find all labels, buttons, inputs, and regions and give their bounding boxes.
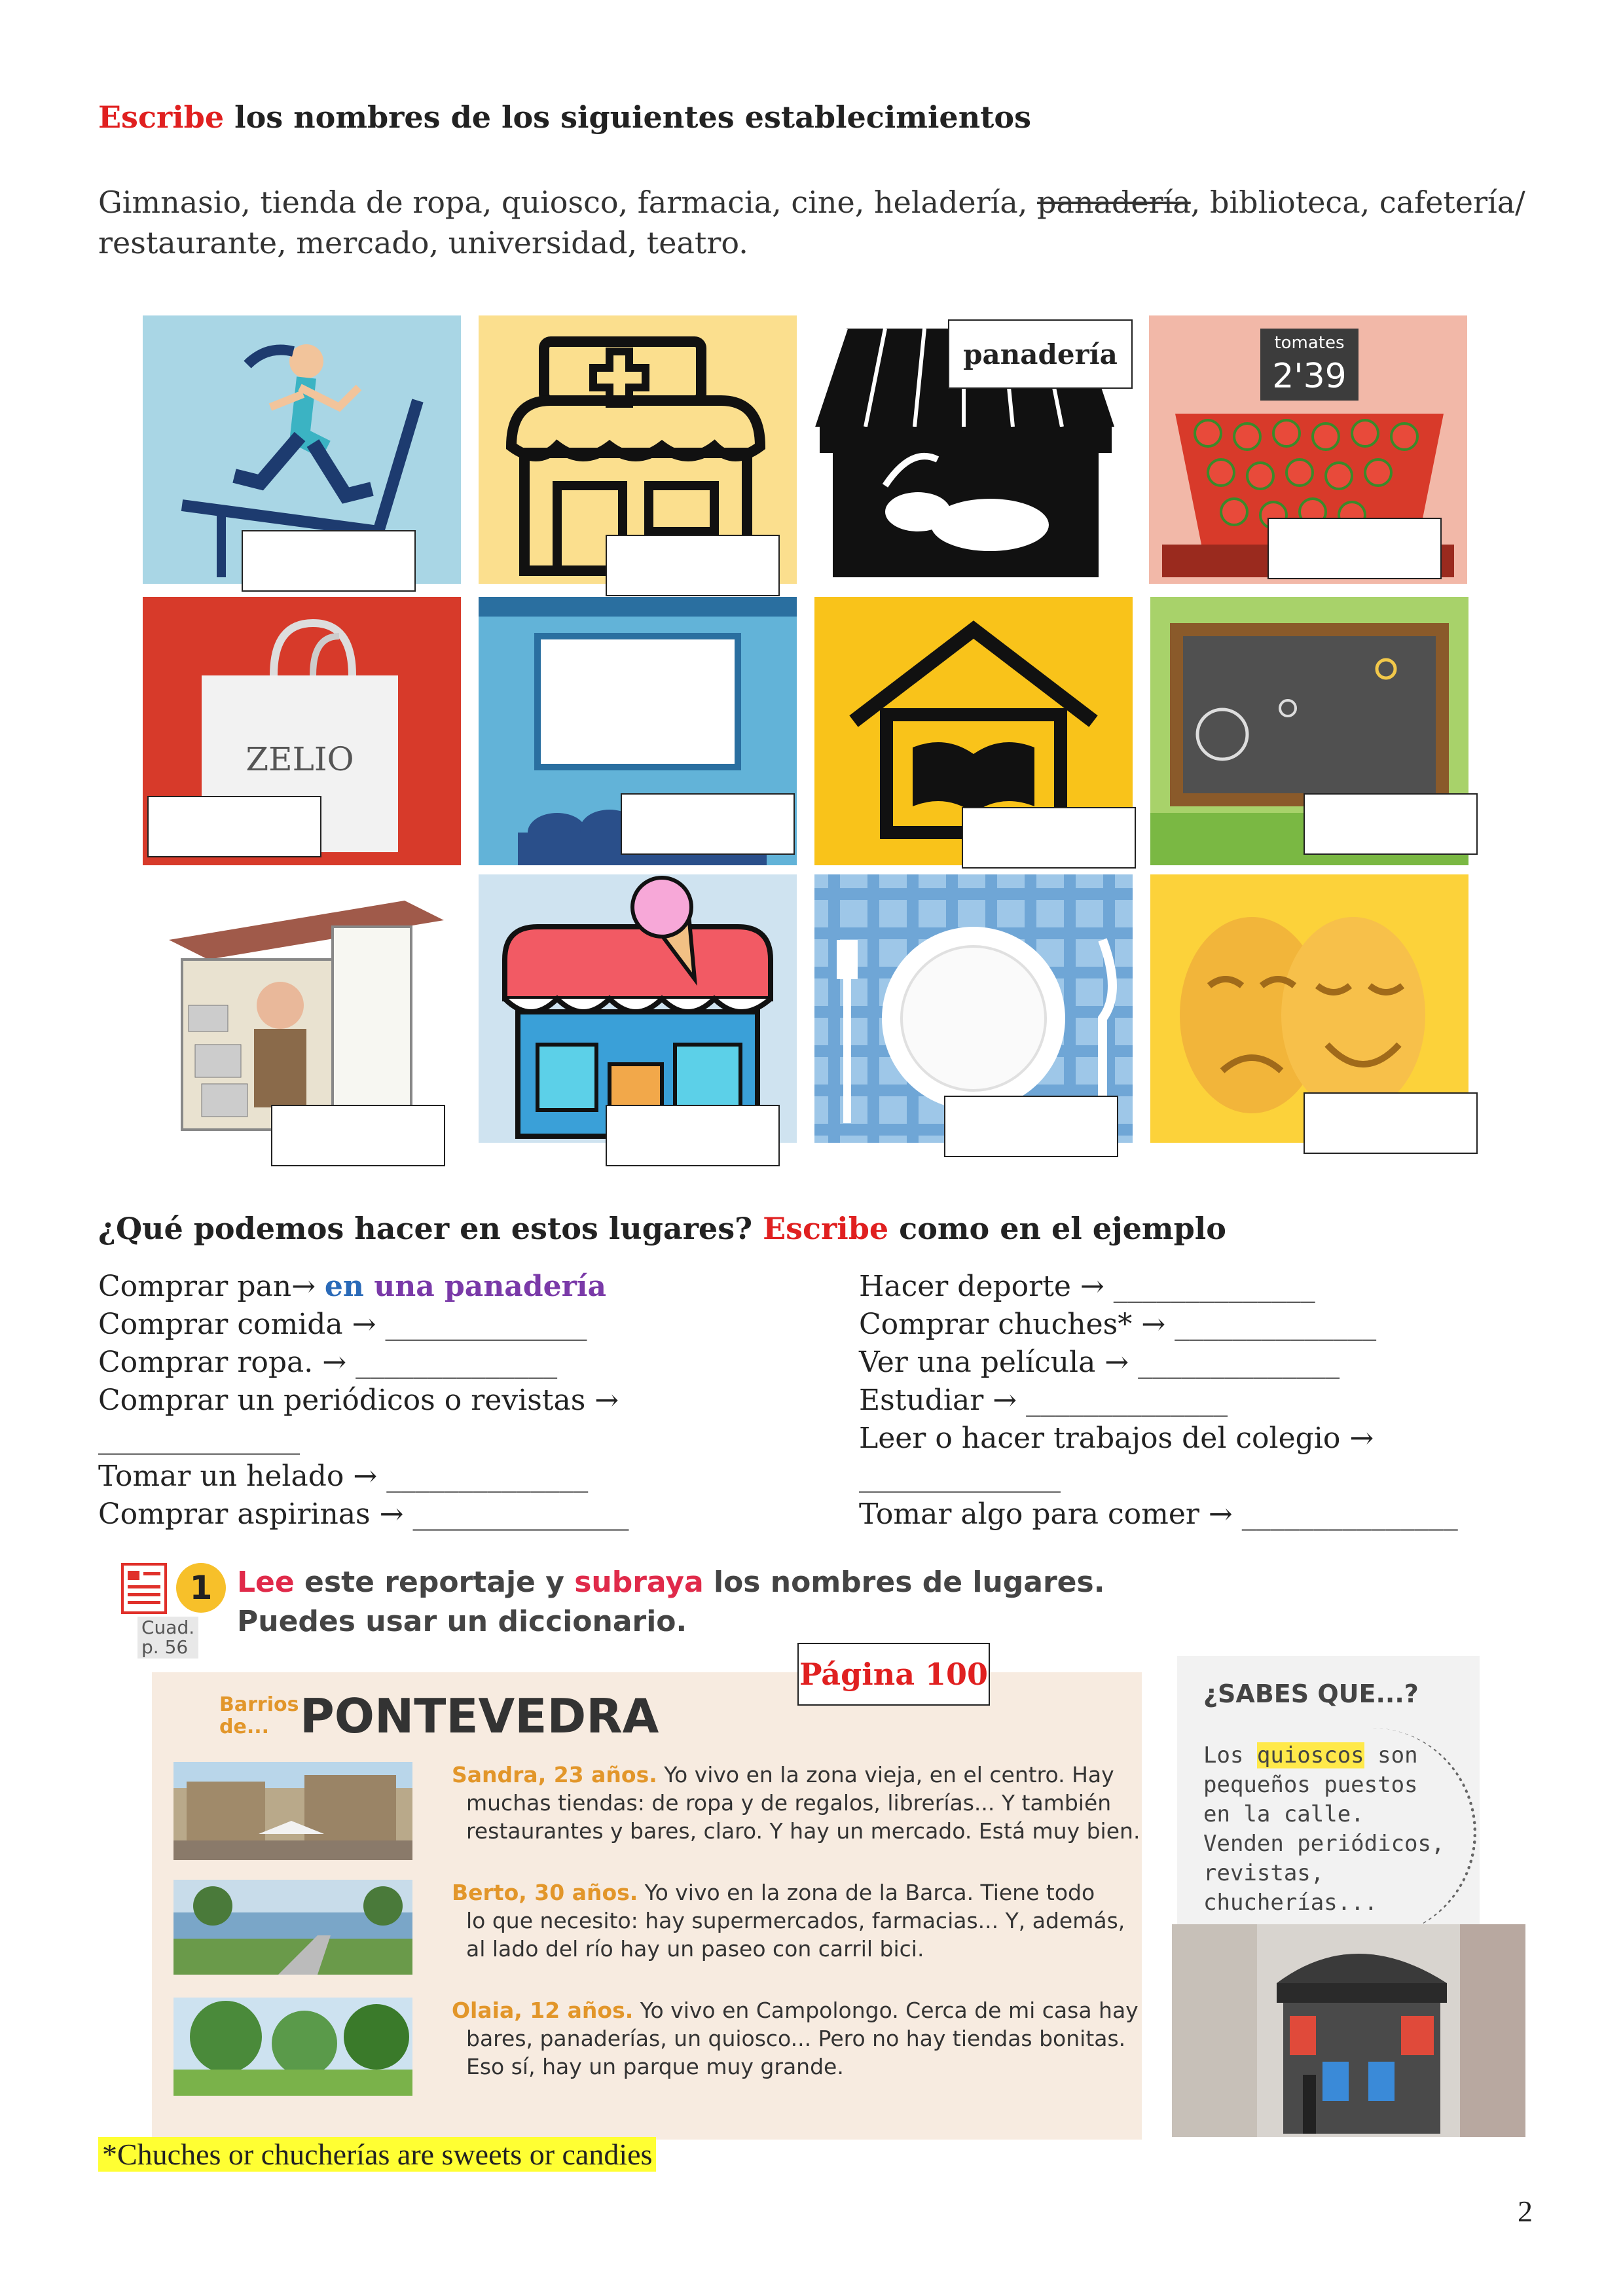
exercise2-title xyxy=(98,1211,1226,1246)
testimony-line: Eso sí, hay un parque muy grande. xyxy=(466,2054,844,2079)
testimony-sandra xyxy=(452,1761,1140,1845)
barrios-word: Barrios xyxy=(219,1693,299,1716)
title-verb: Escribe xyxy=(98,99,225,135)
list-item[interactable]: Estudiar → ______________ xyxy=(859,1384,1228,1417)
person-name: Olaia, 12 años. xyxy=(452,1998,634,2023)
highlighted-word: quioscos xyxy=(1256,1742,1364,1768)
price-sign-price: 2'39 xyxy=(1272,357,1347,396)
bag-brand: ZELIO xyxy=(246,740,354,778)
testimony-line: al lado del río hay un paseo con carril bici. xyxy=(466,1936,924,1962)
list-item xyxy=(98,1268,629,1306)
answer-box-ice-cream-shop[interactable] xyxy=(606,1105,780,1166)
testimony-line xyxy=(452,1996,1139,2024)
sabes-line: revistas, xyxy=(1203,1860,1324,1886)
sabes-text: son xyxy=(1364,1742,1418,1768)
word-list-part: , biblioteca, cafetería/ restaurante, mercado, universidad, teatro. xyxy=(98,185,1525,260)
barrios-label xyxy=(219,1694,299,1738)
person-name: Sandra, 23 años. xyxy=(452,1762,657,1787)
list-item[interactable]: ______________ xyxy=(98,1422,300,1455)
testimony-text: Yo vivo en Campolongo. Cerca de mi casa hay xyxy=(633,1998,1139,2023)
title-rest: los nombres de los siguientes establecimientos xyxy=(224,99,1031,135)
sabes-que-title: ¿SABES QUE...? xyxy=(1203,1679,1419,1708)
answer-box-gym[interactable] xyxy=(242,530,416,592)
word-list xyxy=(98,182,1539,263)
answer-box-theatre[interactable] xyxy=(1304,1092,1478,1154)
testimony-berto xyxy=(452,1878,1125,1963)
instr-part: este reportaje y xyxy=(294,1566,575,1599)
answer-box-cinema[interactable] xyxy=(621,793,795,855)
prompt: Comprar pan→ xyxy=(98,1270,325,1303)
title-verb: Escribe xyxy=(763,1211,889,1246)
testimony-line: restaurantes y bares, claro. Y hay un mercado. Está muy bien. xyxy=(466,1818,1140,1844)
street-photo xyxy=(173,1762,412,1860)
city-name: PONTEVEDRA xyxy=(300,1689,659,1744)
kiosk-image xyxy=(143,874,461,1143)
verb-lee: Lee xyxy=(237,1566,295,1599)
cuad-label: Cuad. xyxy=(141,1617,195,1638)
footnote: *Chuches or chucherías are sweets or candies xyxy=(98,2137,656,2172)
sabes-line: chucherías... xyxy=(1203,1890,1378,1916)
list-item[interactable]: ______________ xyxy=(859,1460,1061,1493)
list-item: Leer o hacer trabajos del colegio → xyxy=(859,1422,1374,1455)
testimony-line xyxy=(452,1878,1125,1907)
barrios-word: de... xyxy=(219,1715,270,1738)
title-part: como en el ejemplo xyxy=(888,1211,1226,1246)
example-answer: en xyxy=(324,1270,374,1303)
answer-box-school[interactable] xyxy=(1304,793,1478,855)
exercise1-title xyxy=(98,99,1031,135)
reading-instruction-2: Puedes usar un diccionario. xyxy=(237,1605,687,1638)
answer-box-pharmacy[interactable] xyxy=(606,535,780,596)
testimony-text: Yo vivo en la zona vieja, en el centro. Hay xyxy=(657,1762,1114,1787)
answer-box-market[interactable] xyxy=(1267,518,1442,579)
price-sign-top: tomates xyxy=(1274,333,1345,353)
sabes-que-text xyxy=(1203,1741,1444,1918)
testimony-text: Yo vivo en la zona de la Barca. Tiene todo xyxy=(638,1880,1095,1905)
example-label-bakery: panadería xyxy=(948,319,1133,389)
testimony-line: muchas tiendas: de ropa y de regalos, librerías... Y también xyxy=(466,1790,1112,1816)
reading-instruction xyxy=(237,1566,1104,1599)
sabes-line: en la calle. xyxy=(1203,1801,1364,1827)
right-column xyxy=(859,1268,1458,1534)
list-item[interactable]: Comprar ropa. → ______________ xyxy=(98,1346,558,1379)
page-number: 2 xyxy=(1518,2195,1533,2228)
testimony-line xyxy=(452,1761,1140,1789)
activity-number: 1 xyxy=(176,1563,226,1613)
list-item[interactable]: Comprar comida → ______________ xyxy=(98,1308,587,1341)
list-item[interactable]: Ver una película → ______________ xyxy=(859,1346,1340,1379)
list-item[interactable]: Tomar un helado → ______________ xyxy=(98,1460,589,1493)
answer-box-kiosk[interactable] xyxy=(271,1105,445,1166)
answer-box-library[interactable] xyxy=(962,807,1136,869)
ice-cream-shop-image xyxy=(479,874,797,1143)
answer-box-restaurant[interactable] xyxy=(944,1096,1118,1157)
list-item: Comprar un periódicos o revistas → xyxy=(98,1384,619,1417)
kiosk-photo xyxy=(1172,1924,1525,2137)
testimony-line: lo que necesito: hay supermercados, farmacias... Y, además, xyxy=(466,1908,1125,1933)
list-item[interactable]: Comprar aspirinas → _______________ xyxy=(98,1498,629,1531)
answer-box-clothes-shop[interactable] xyxy=(147,796,321,857)
sabes-line: pequeños puestos xyxy=(1203,1772,1418,1798)
park-photo xyxy=(173,1998,412,2096)
page-reference: Página 100 xyxy=(797,1643,990,1706)
word-list-part: Gimnasio, tienda de ropa, quiosco, farmacia, cine, heladería, xyxy=(98,185,1038,220)
instr-part: los nombres de lugares. xyxy=(703,1566,1105,1599)
sabes-text: Los xyxy=(1203,1742,1257,1768)
river-photo xyxy=(173,1880,412,1975)
verb-subraya: subraya xyxy=(574,1566,704,1599)
testimony-line: bares, panaderías, un quiosco... Pero no hay tiendas bonitas. xyxy=(466,2026,1126,2051)
title-part: ¿Qué podemos hacer en estos lugares? xyxy=(98,1211,763,1246)
example-answer: una panadería xyxy=(374,1270,606,1303)
struck-word: panadería xyxy=(1037,185,1191,220)
testimony-olaia xyxy=(452,1996,1139,2081)
sabes-line xyxy=(1203,1741,1444,1770)
workbook-ref xyxy=(137,1617,198,1659)
list-item[interactable]: Hacer deporte → ______________ xyxy=(859,1270,1315,1303)
left-column xyxy=(98,1268,629,1534)
workbook-icon xyxy=(121,1563,167,1614)
list-item[interactable]: Tomar algo para comer → _______________ xyxy=(859,1498,1458,1531)
person-name: Berto, 30 años. xyxy=(452,1880,638,1905)
cuad-page: p. 56 xyxy=(141,1636,189,1658)
sabes-line: Venden periódicos, xyxy=(1203,1831,1445,1857)
list-item[interactable]: Comprar chuches* → ______________ xyxy=(859,1308,1377,1341)
